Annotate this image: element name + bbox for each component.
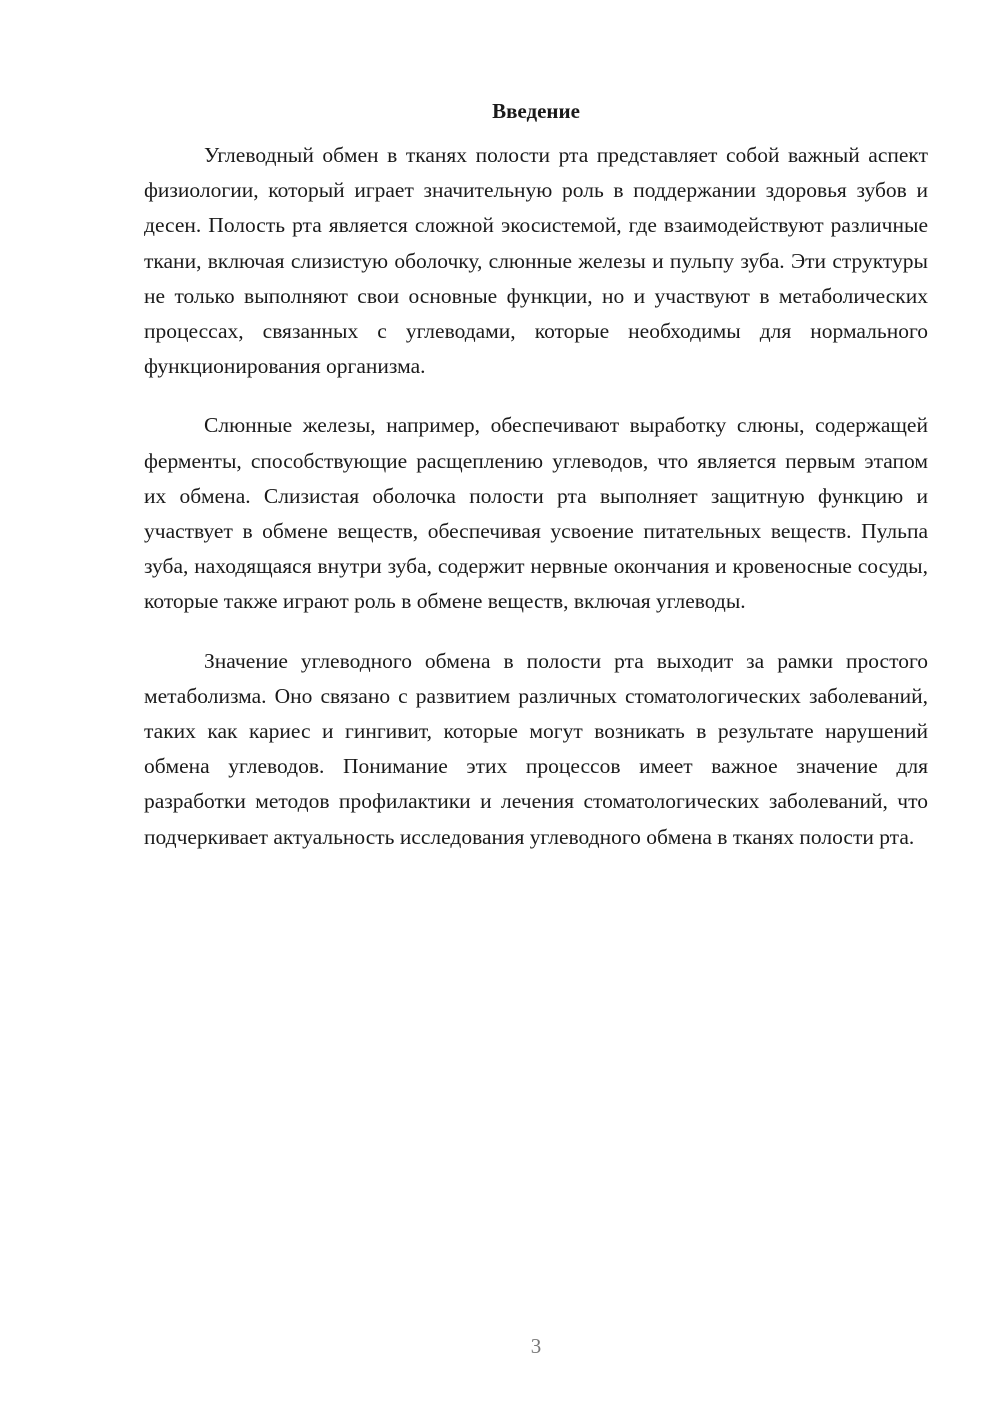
paragraph-1: Углеводный обмен в тканях полости рта представляет собой важный аспект физиологии, который играет значительную роль в поддержании здоровья зубов и десен. Полость рта является сложной экосистемой, где взаимодействуют различные ткани, включая слизистую оболочку, слюнные железы и пульпу зуба. Эти структуры не только выполняют свои основные функции, но и участвуют в метаболических процессах, связанных с углеводами, которые необходимы для нормального функционирования организма. xyxy=(144,143,928,379)
paragraph-2: Слюнные железы, например, обеспечивают выработку слюны, содержащей ферменты, способствующие расщеплению углеводов, что является первым этапом их обмена. Слизистая оболочка полости рта выполняет защитную функцию и участвует в обмене веществ, обеспечивая усвоение питательных веществ. Пульпа зуба, находящаяся внутри зуба, содержит нервные окончания и кровеносные сосуды, которые также играют роль в обмене веществ, включая углеводы. xyxy=(144,413,928,614)
section-heading: Введение xyxy=(492,99,580,123)
page-content xyxy=(144,96,928,855)
page-number: 3 xyxy=(530,1334,542,1358)
paragraph-3: Значение углеводного обмена в полости рта выходит за рамки простого метаболизма. Оно связано с развитием различных стоматологических заболеваний, таких как кариес и гингивит, которые могут возникать в результате нарушений обмена углеводов. Понимание этих процессов имеет важное значение для разработки методов профилактики и лечения стоматологических заболеваний, что подчеркивает актуальность исследования углеводного обмена в тканях полости рта. xyxy=(144,648,928,849)
